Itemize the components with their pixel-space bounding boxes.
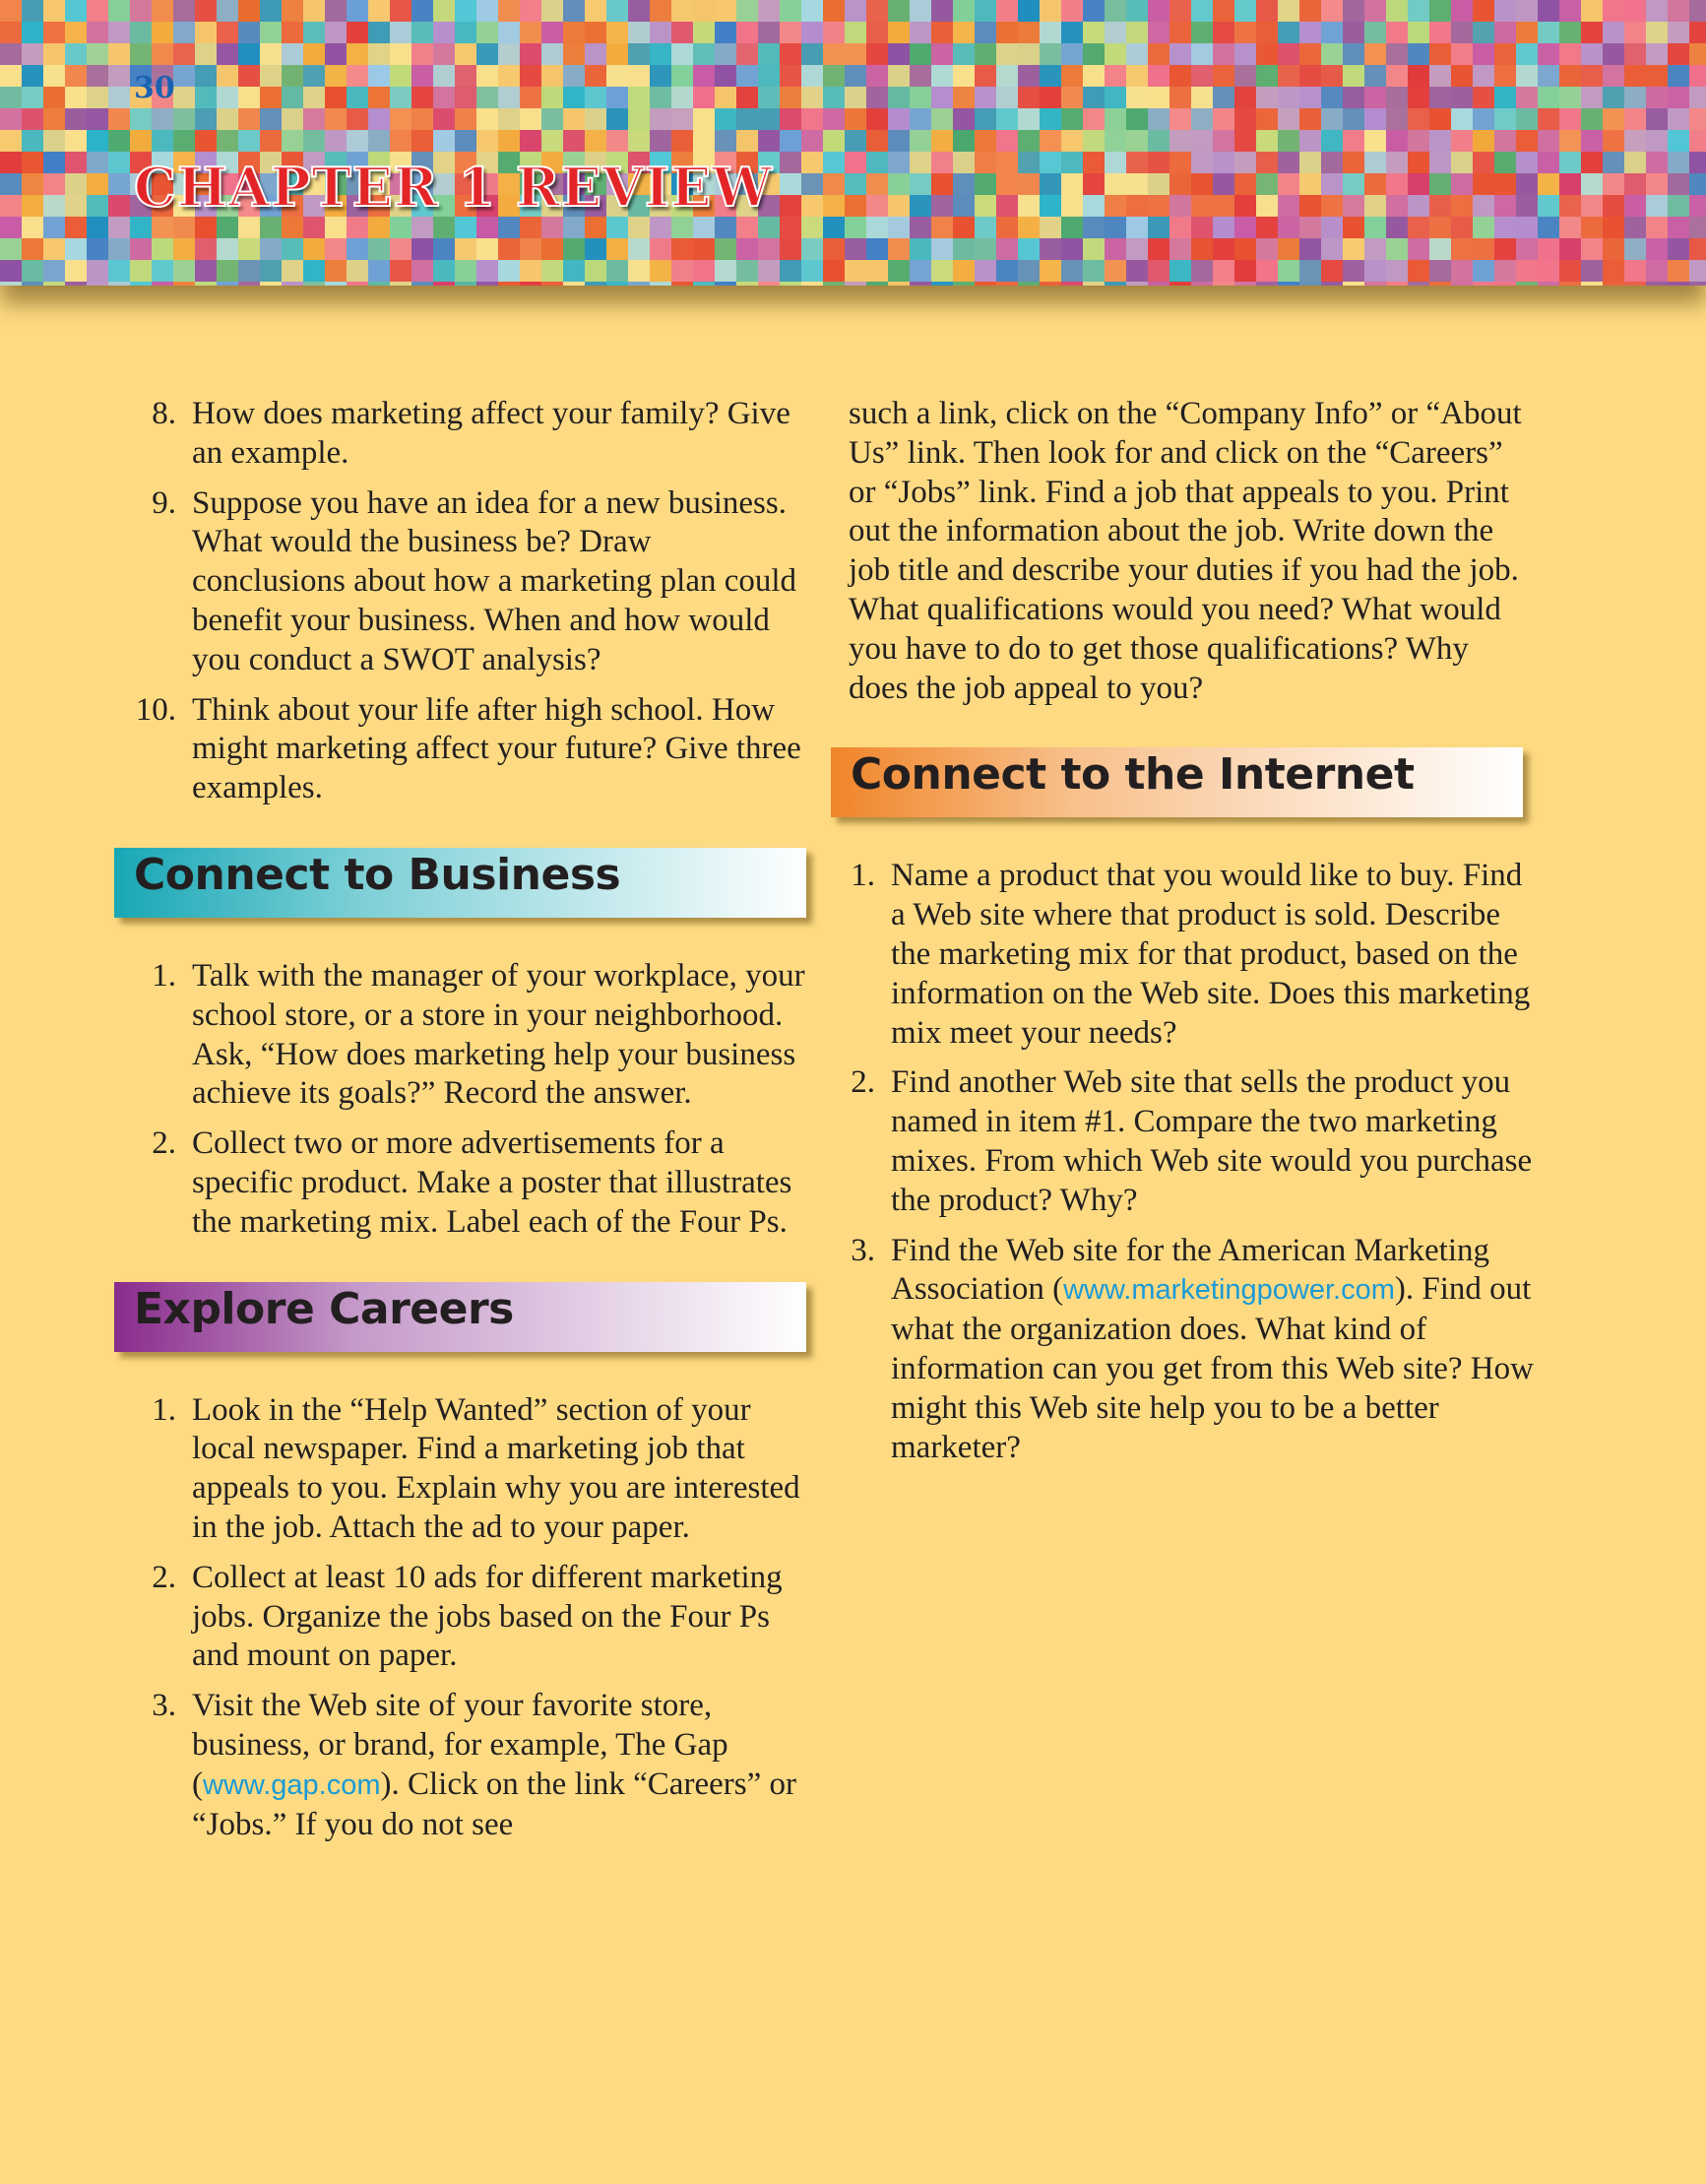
marketingpower-website-link[interactable]: www.marketingpower.com xyxy=(1063,1274,1395,1307)
chapter-title: CHAPTER 1 REVIEW xyxy=(134,156,773,219)
item-number: 3. xyxy=(152,1688,176,1724)
page-number: 30 xyxy=(134,71,175,105)
item-text: Talk with the manager of your workplace, your school store, or a store in your neighborhood. Ask, “How does marketing help your business achieve its goals?” Record the answer. xyxy=(192,957,805,1112)
section-header-connect-to-business xyxy=(114,848,806,918)
right-column xyxy=(847,395,1536,1478)
list-item xyxy=(131,1124,810,1242)
section-header-connect-to-internet xyxy=(831,747,1523,817)
list-item xyxy=(131,691,810,808)
item-text-after-link: ). Find out what the organization does. What kind of information can you get from this Web site? How might this Web site help you to be a better marketer? xyxy=(891,1271,1534,1465)
item-number: 9. xyxy=(152,484,176,521)
item-text: Look in the “Help Wanted” section of your local newspaper. Find a marketing job that appeals to you. Explain why you are interested in the job. Attach the ad to your paper. xyxy=(192,1391,800,1545)
item-text: How does marketing affect your family? Give an example. xyxy=(192,396,790,471)
gap-website-link[interactable]: www.gap.com xyxy=(203,1768,381,1801)
item-number: 1. xyxy=(851,858,875,894)
list-item xyxy=(131,1559,810,1676)
careers-activities-list xyxy=(131,1391,810,1845)
list-item xyxy=(131,957,810,1114)
left-column xyxy=(131,395,810,1855)
item-text: Suppose you have an idea for a new business. What would the business be? Draw conclusions about how a marketing plan could benefit your business. When and how would you conduct a SWOT analysis? xyxy=(192,484,797,677)
section-title: Explore Careers xyxy=(134,1283,514,1334)
pixel-mosaic-background xyxy=(0,0,1706,286)
internet-activities-list xyxy=(830,857,1536,1467)
item-number: 2. xyxy=(152,1125,176,1162)
section-title: Connect to the Internet xyxy=(851,749,1415,801)
list-item xyxy=(830,1232,1536,1468)
list-item xyxy=(131,484,810,680)
item-number: 10. xyxy=(135,691,176,728)
list-item xyxy=(830,1063,1536,1220)
section-header-explore-careers xyxy=(114,1282,806,1352)
list-item xyxy=(830,857,1536,1053)
item-text-before-link: Visit the Web site of your favorite store, business, or brand, for example, The Gap ( xyxy=(192,1688,728,1802)
list-item xyxy=(131,395,810,474)
item-text: Collect two or more advertisements for a specific product. Make a poster that illustrates the marketing mix. Label each of the Four Ps. xyxy=(192,1125,792,1240)
item-text-after-link: ). Click on the link “Careers” or “Jobs.” If you do not see xyxy=(192,1766,796,1842)
list-item xyxy=(131,1391,810,1548)
item-number: 1. xyxy=(152,1391,176,1428)
item-number: 8. xyxy=(152,396,176,431)
item-text: Collect at least 10 ads for different marketing jobs. Organize the jobs based on the Four Ps and mount on paper. xyxy=(192,1559,783,1674)
chapter-banner xyxy=(0,0,1706,286)
business-activities-list xyxy=(131,957,810,1243)
item-number: 3. xyxy=(851,1232,875,1268)
item-text: Find another Web site that sells the product you named in item #1. Compare the two marketing mixes. From which Web site would you purchase the product? Why? xyxy=(891,1064,1533,1218)
item-text: Think about your life after high school. How might marketing affect your future? Give three examples. xyxy=(192,691,801,806)
item-number: 1. xyxy=(152,957,176,994)
review-questions-list xyxy=(131,395,810,808)
item-number: 2. xyxy=(851,1064,875,1101)
list-item xyxy=(131,1687,810,1844)
item-text: Name a product that you would like to buy. Find a Web site where that product is sold. Describe the marketing mix for that product, based on the information on the Web site. Does this marketing mix meet your needs? xyxy=(891,858,1531,1051)
item-text-before-link: Find the Web site for the American Marketing Association ( xyxy=(891,1232,1490,1308)
continued-item-text: such a link, click on the “Company Info” or “About Us” link. Then look for and click on the “Careers” or “Jobs” link. Find a job that appeals to you. Print out the information about the job. Write down the job title and describe your duties if you had the job. What qualifications would you need? What would you have to do to get those qualifications? Why does the job appeal to you? xyxy=(849,396,1522,706)
item-number: 2. xyxy=(152,1559,176,1595)
section-title: Connect to Business xyxy=(134,849,621,900)
